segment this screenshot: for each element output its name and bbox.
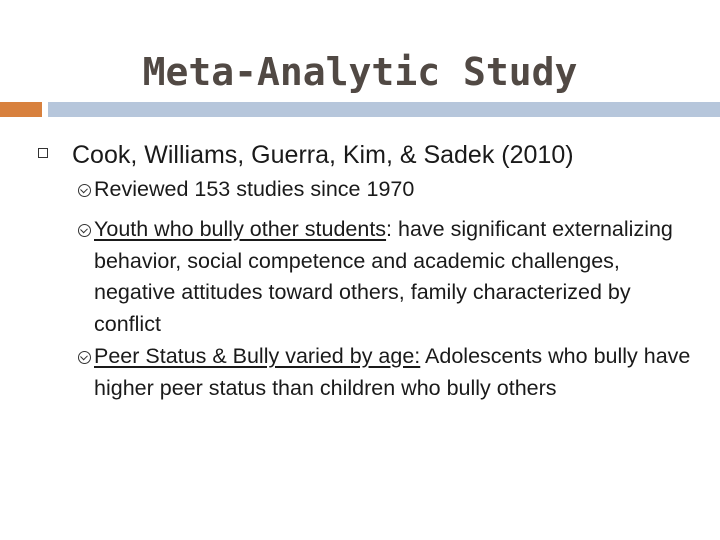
bullet-youth-label: Youth who bully other students (94, 217, 387, 241)
circle-bullet-icon (78, 351, 91, 364)
bullet-reviewed: Reviewed 153 studies since 1970 (94, 177, 415, 201)
citation-heading: Cook, Williams, Guerra, Kim, & Sadek (2010) (72, 141, 574, 169)
slide-title: Meta-Analytic Study (142, 50, 578, 94)
bullet-peer-status (94, 341, 694, 404)
bullet-youth-text: have significant externalizing behavior, social competence and academic challenges, negative attitudes toward others, family characterized by conflict (94, 217, 673, 336)
bullet-peer-text: Adolescents who bully have higher peer status than children who bully others (94, 344, 691, 400)
bullet-youth-colon: : (386, 217, 393, 241)
bullet-youth (94, 214, 694, 340)
circle-bullet-icon (78, 184, 91, 197)
accent-bar-right (48, 102, 720, 117)
accent-bar-left (0, 102, 42, 117)
circle-bullet-icon (78, 224, 91, 237)
bullet-peer-label: Peer Status & Bully varied by age: (94, 344, 421, 368)
square-bullet-icon (38, 148, 48, 158)
